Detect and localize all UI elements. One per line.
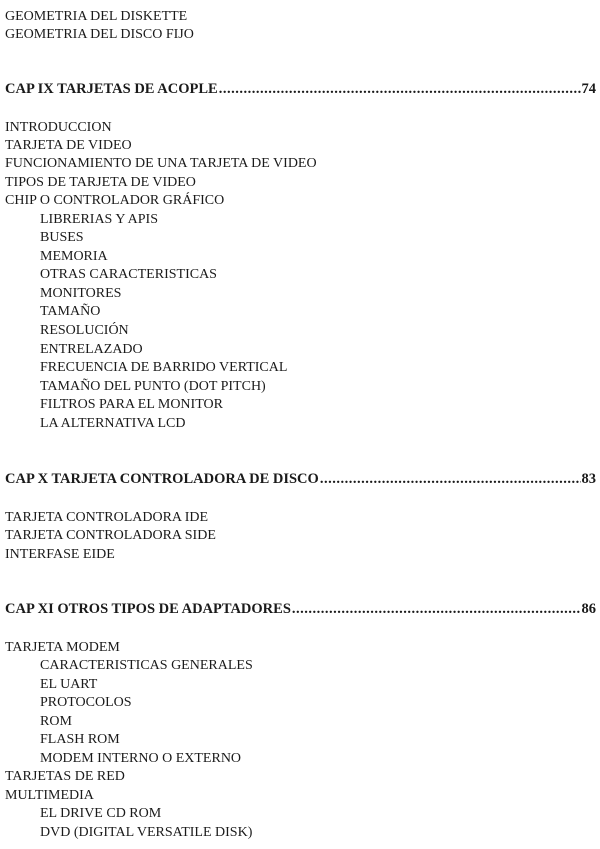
toc-subentry: FILTROS PARA EL MONITOR: [40, 397, 223, 412]
chapter-heading-xi: [5, 600, 596, 618]
chapter-heading-ix: [5, 80, 596, 98]
toc-entry: TARJETAS DE RED: [5, 769, 125, 784]
chapter-page-number: 74: [581, 81, 596, 97]
dot-leader: [292, 600, 581, 618]
toc-subentry: FRECUENCIA DE BARRIDO VERTICAL: [40, 360, 288, 375]
toc-entry: TARJETA CONTROLADORA SIDE: [5, 528, 216, 543]
toc-subentry: EL UART: [40, 677, 98, 692]
dot-leader: [320, 470, 581, 488]
toc-subentry: EL DRIVE CD ROM: [40, 806, 162, 821]
toc-entry: GEOMETRIA DEL DISKETTE: [5, 9, 188, 24]
toc-entry: FUNCIONAMIENTO DE UNA TARJETA DE VIDEO: [5, 156, 317, 171]
chapter-page-number: 86: [581, 601, 596, 617]
chapter-title: CAP IX TARJETAS DE ACOPLE: [5, 81, 218, 97]
toc-entry: CHIP O CONTROLADOR GRÁFICO: [5, 193, 225, 208]
toc-subentry: TAMAÑO: [40, 304, 101, 319]
toc-entry: TARJETA CONTROLADORA IDE: [5, 510, 209, 525]
toc-subentry: OTRAS CARACTERISTICAS: [40, 267, 217, 282]
toc-entry: TIPOS DE TARJETA DE VIDEO: [5, 175, 196, 190]
toc-subentry: TAMAÑO DEL PUNTO (DOT PITCH): [40, 379, 266, 394]
toc-subentry: RESOLUCIÓN: [40, 323, 129, 338]
toc-subentry: MONITORES: [40, 286, 122, 301]
toc-entry: TARJETA DE VIDEO: [5, 138, 132, 153]
toc-subentry: CARACTERISTICAS GENERALES: [40, 658, 253, 673]
toc-entry: INTRODUCCION: [5, 120, 112, 135]
chapter-heading-x: [5, 470, 596, 488]
chapter-title: CAP X TARJETA CONTROLADORA DE DISCO: [5, 471, 319, 487]
toc-subentry: DVD (DIGITAL VERSATILE DISK): [40, 825, 253, 840]
toc-subentry: ROM: [40, 714, 72, 729]
dot-leader: [219, 80, 581, 98]
toc-subentry: BUSES: [40, 230, 84, 245]
toc-subentry: FLASH ROM: [40, 732, 120, 747]
toc-subentry: LA ALTERNATIVA LCD: [40, 416, 186, 431]
chapter-title: CAP XI OTROS TIPOS DE ADAPTADORES: [5, 601, 291, 617]
toc-subentry: MEMORIA: [40, 249, 108, 264]
toc-entry: TARJETA MODEM: [5, 640, 120, 655]
toc-subentry: LIBRERIAS Y APIS: [40, 212, 158, 227]
toc-entry: INTERFASE EIDE: [5, 547, 115, 562]
toc-subentry: ENTRELAZADO: [40, 342, 143, 357]
chapter-page-number: 83: [581, 471, 596, 487]
toc-entry: GEOMETRIA DEL DISCO FIJO: [5, 27, 194, 42]
toc-entry: MULTIMEDIA: [5, 788, 94, 803]
toc-subentry: PROTOCOLOS: [40, 695, 132, 710]
toc-subentry: MODEM INTERNO O EXTERNO: [40, 751, 242, 766]
